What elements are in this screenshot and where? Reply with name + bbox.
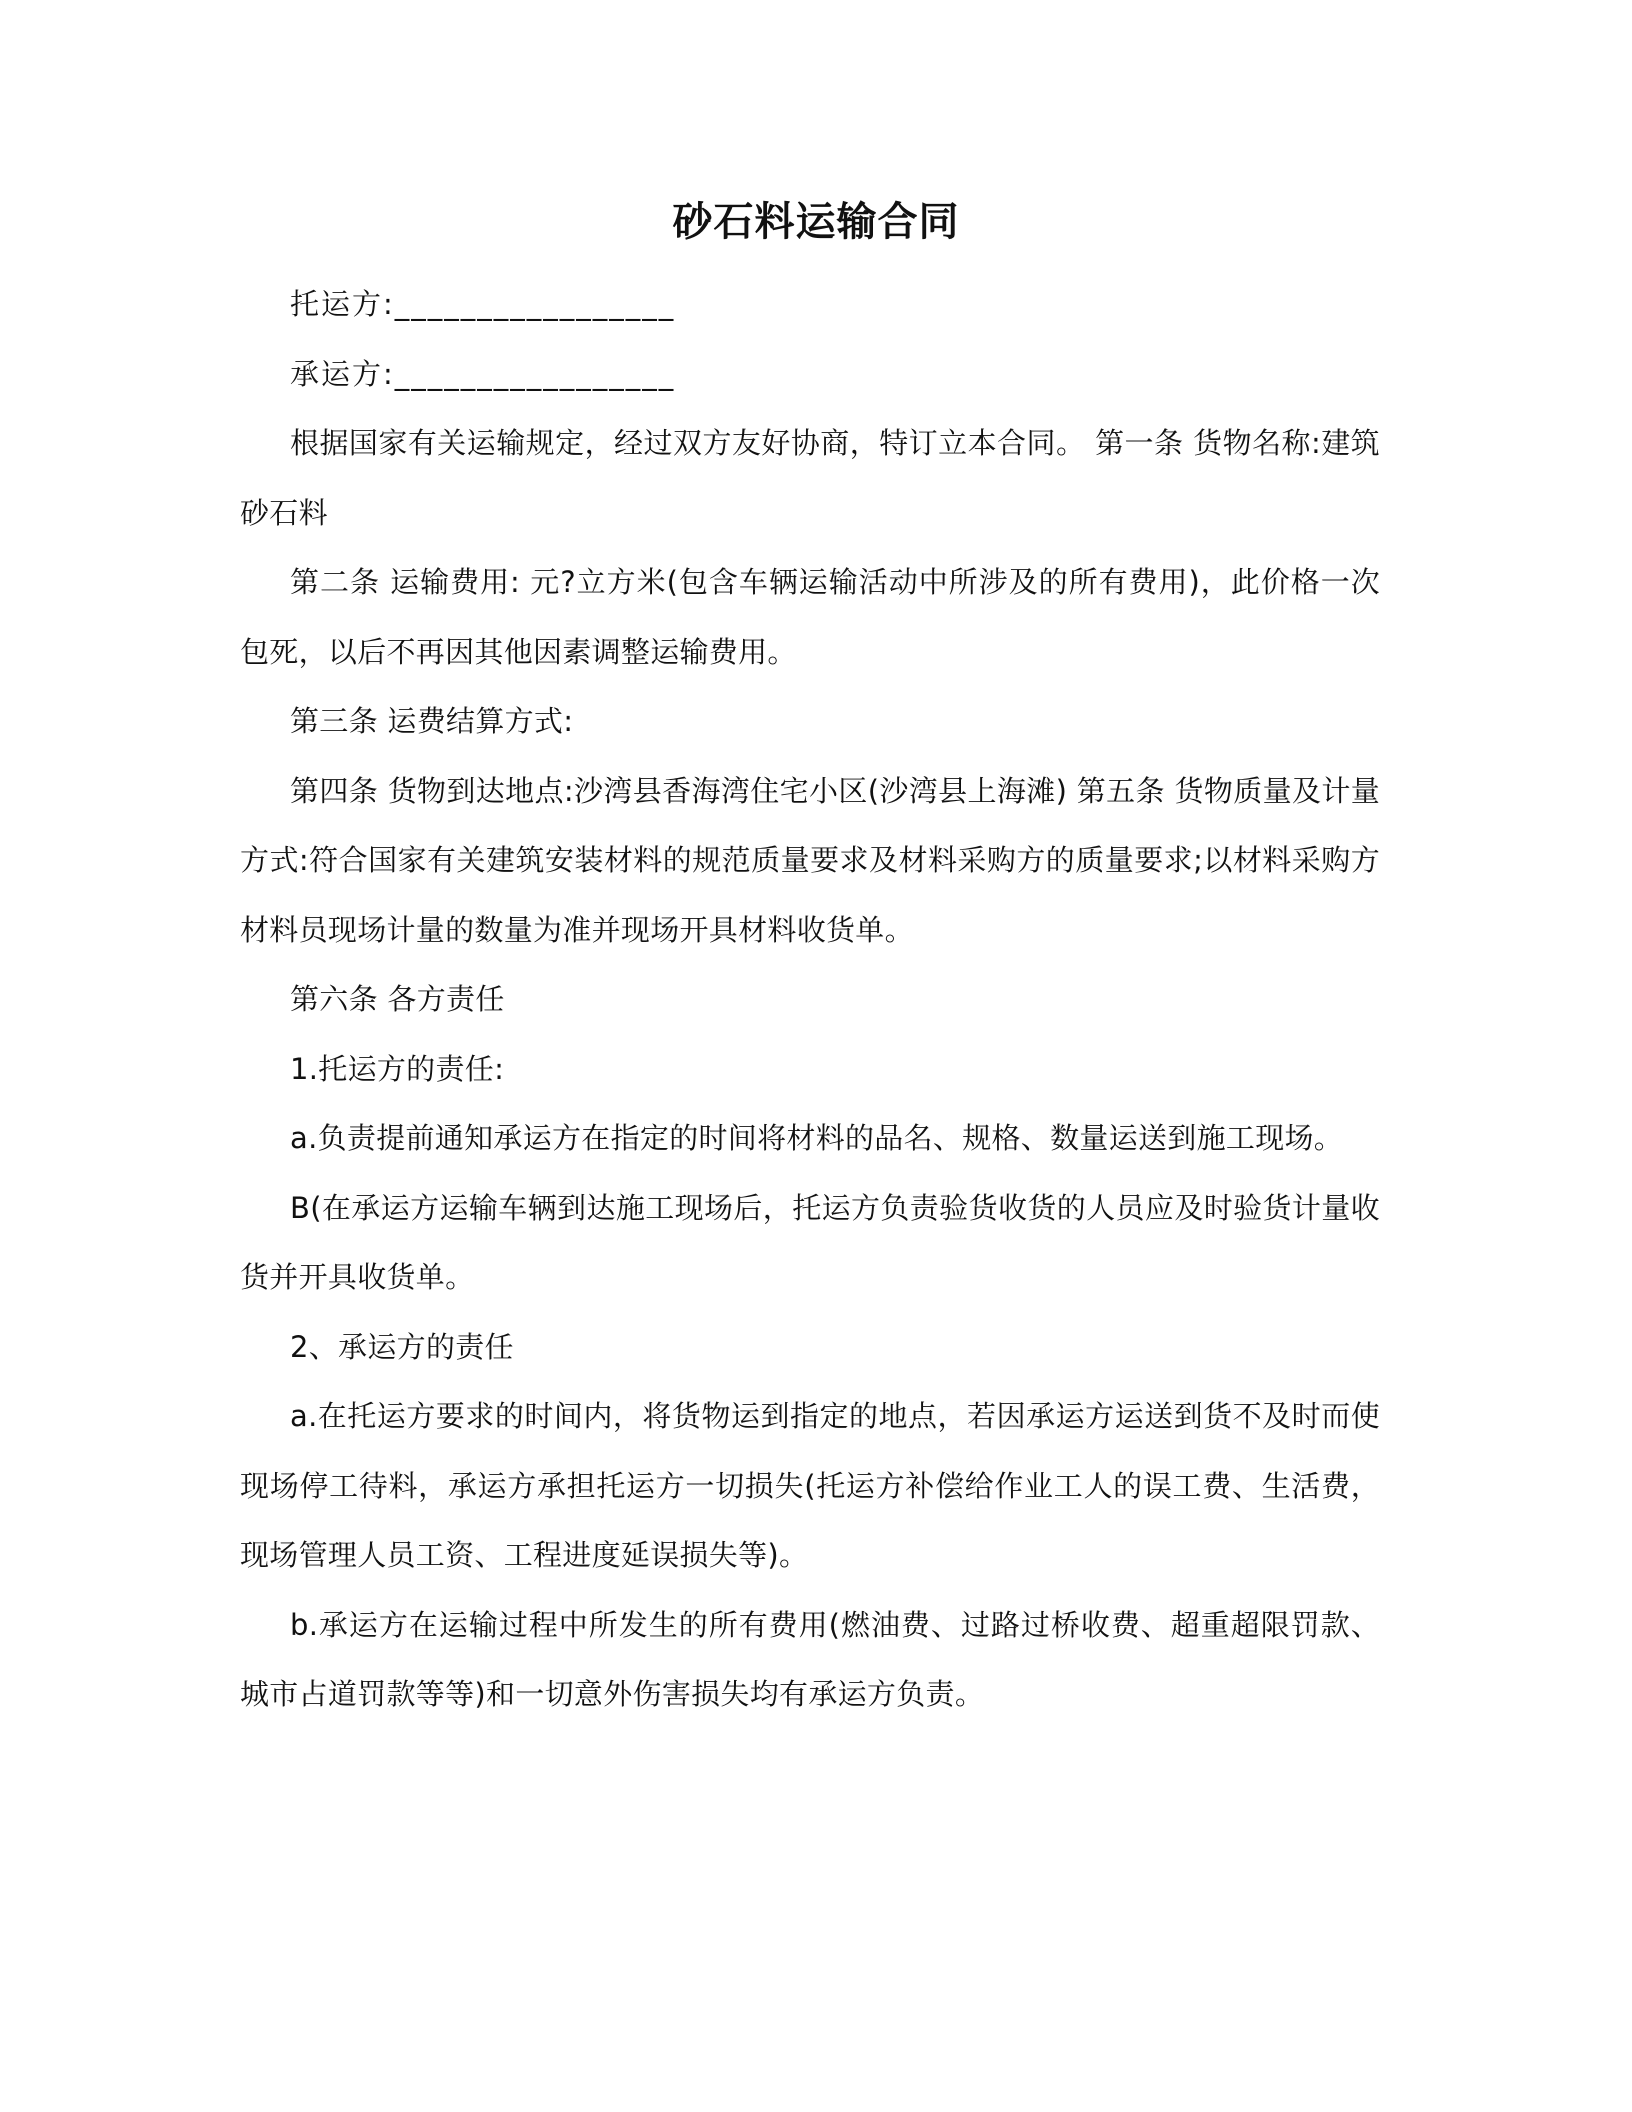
- shipper-duty-a: a.负责提前通知承运方在指定的时间将材料的品名、规格、数量运送到施工现场。: [290, 1121, 1344, 1155]
- carrier-duty-b: b.承运方在运输过程中所发生的所有费用(燃油费、过路过桥收费、超重超限罚款、城市占道罚款等等)和一切意外伤害损失均有承运方负责。: [240, 1607, 1380, 1711]
- article-4-5-destination-quality: 第四条 货物到达地点:沙湾县香海湾住宅小区(沙湾县上海滩) 第五条 货物质量及计量方式:符合国家有关建筑安装材料的规范质量要求及材料采购方的质量要求;以材料采购方材料员现场计量的数量为准并现场开具材料收货单。: [240, 773, 1380, 947]
- preamble-article-1: 根据国家有关运输规定，经过双方友好协商，特订立本合同。 第一条 货物名称:建筑砂石料: [240, 426, 1380, 530]
- document-title: 砂石料运输合同: [672, 199, 960, 245]
- article-2-fees: 第二条 运输费用: 元?立方米(包含车辆运输活动中所涉及的所有费用)，此价格一次包死，以后不再因其他因素调整运输费用。: [240, 565, 1380, 669]
- carrier-duties-heading: 2、承运方的责任: [290, 1329, 514, 1364]
- carrier-duty-a: a.在托运方要求的时间内，将货物运到指定的地点，若因承运方运送到货不及时而使现场停工待料，承运方承担托运方一切损失(托运方补偿给作业工人的误工费、生活费，现场管理人员工资、工程进度延误损失等)。: [240, 1399, 1380, 1572]
- article-6-heading: 第六条 各方责任: [290, 982, 505, 1016]
- shipper-line: 托运方:_________________: [290, 287, 676, 321]
- shipper-duties-heading: 1.托运方的责任:: [290, 1051, 505, 1086]
- carrier-line: 承运方:_________________: [290, 356, 676, 391]
- shipper-duty-b: B(在承运方运输车辆到达施工现场后，托运方负责验货收货的人员应及时验货计量收货并开具收货单。: [240, 1190, 1380, 1294]
- article-3-settlement: 第三条 运费结算方式:: [290, 704, 574, 738]
- document-body: [240, 270, 1380, 1730]
